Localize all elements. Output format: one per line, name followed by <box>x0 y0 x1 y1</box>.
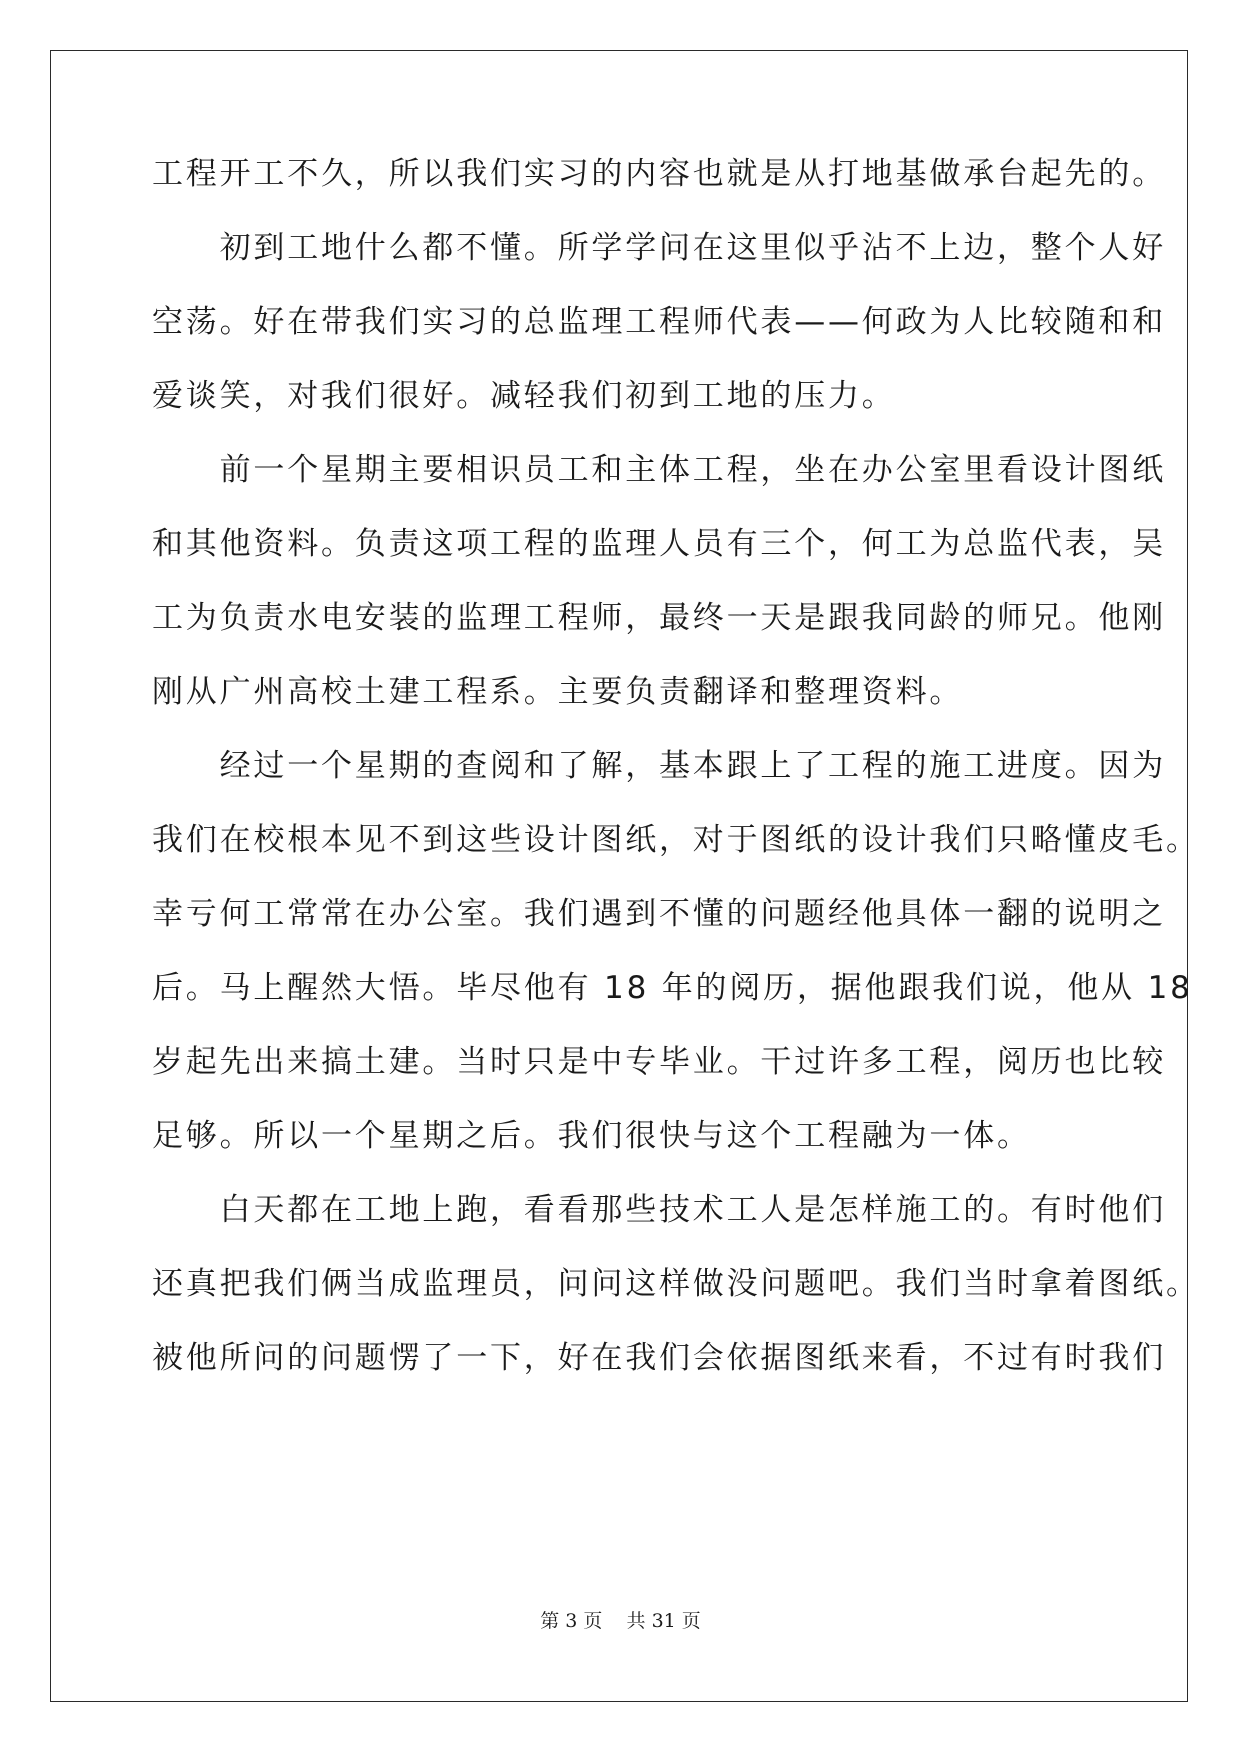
text-line: 刚从广州高校土建工程系。主要负责翻译和整理资料。 <box>152 674 964 710</box>
text-line: 后。马上醒然大悟。毕尽他有 18 年的阅历，据他跟我们说，他从 18 <box>152 970 1193 1006</box>
text-line: 还真把我们俩当成监理员，问问这样做没问题吧。我们当时拿着图纸。 <box>152 1266 1200 1302</box>
text-line: 爱谈笑，对我们很好。减轻我们初到工地的压力。 <box>152 378 896 414</box>
text-line: 工为负责水电安装的监理工程师，最终一天是跟我同龄的师兄。他刚 <box>152 600 1166 636</box>
text-line: 幸亏何工常常在办公室。我们遇到不懂的问题经他具体一翻的说明之 <box>152 896 1166 932</box>
text-line: 被他所问的问题愣了一下，好在我们会依据图纸来看，不过有时我们 <box>152 1340 1166 1376</box>
text-line: 经过一个星期的查阅和了解，基本跟上了工程的施工进度。因为 <box>152 748 1166 784</box>
text-line: 前一个星期主要相识员工和主体工程，坐在办公室里看设计图纸 <box>152 452 1166 488</box>
page-number-footer: 第 3 页 共 31 页 <box>540 1610 701 1632</box>
text-line: 初到工地什么都不懂。所学学问在这里似乎沾不上边，整个人好 <box>152 230 1166 266</box>
text-line: 我们在校根本见不到这些设计图纸，对于图纸的设计我们只略懂皮毛。 <box>152 822 1200 858</box>
text-line: 白天都在工地上跑，看看那些技术工人是怎样施工的。有时他们 <box>152 1192 1166 1228</box>
text-line: 和其他资料。负责这项工程的监理人员有三个，何工为总监代表，吴 <box>152 526 1166 562</box>
page-border <box>50 50 1188 1702</box>
text-line: 足够。所以一个星期之后。我们很快与这个工程融为一体。 <box>152 1118 1031 1154</box>
text-line: 空荡。好在带我们实习的总监理工程师代表——何政为人比较随和和 <box>152 304 1166 340</box>
text-line: 工程开工不久，所以我们实习的内容也就是从打地基做承台起先的。 <box>152 156 1166 192</box>
text-line: 岁起先出来搞土建。当时只是中专毕业。干过许多工程，阅历也比较 <box>152 1044 1166 1080</box>
